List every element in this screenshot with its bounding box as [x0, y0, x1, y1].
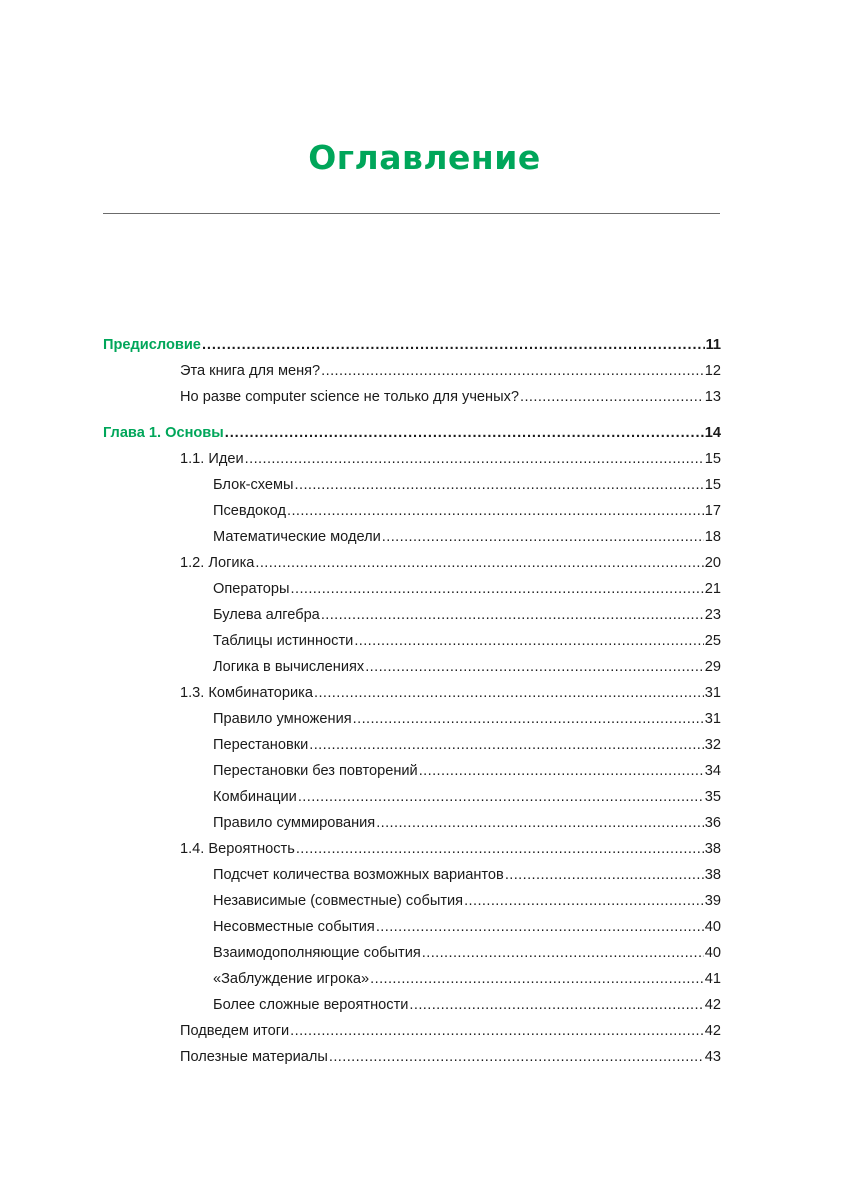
toc-dot-leader [382, 524, 704, 550]
toc-dot-leader [255, 550, 703, 576]
toc-entry[interactable] [103, 784, 721, 810]
toc-entry-label: 1.3. Комбинаторика [180, 685, 313, 701]
toc-entry-page-number: 31 [704, 685, 721, 701]
toc-entry-page-number: 14 [704, 425, 721, 441]
toc-dot-leader [376, 810, 704, 836]
toc-entry[interactable] [103, 384, 721, 410]
toc-entry-page-number: 12 [704, 363, 721, 379]
toc-dot-leader [202, 332, 705, 358]
toc-entry[interactable] [103, 992, 721, 1018]
toc-entry[interactable] [103, 966, 721, 992]
toc-dot-leader [321, 358, 704, 384]
toc-entry-label: Полезные материалы [180, 1049, 328, 1065]
toc-entry-label: Предисловие [103, 337, 201, 353]
toc-dot-leader [290, 1018, 704, 1044]
toc-entry-page-number: 18 [704, 529, 721, 545]
toc-entry[interactable] [103, 628, 721, 654]
toc-entry-page-number: 32 [704, 737, 721, 753]
toc-entry[interactable] [103, 602, 721, 628]
toc-dot-leader [409, 992, 703, 1018]
toc-entry[interactable] [103, 550, 721, 576]
toc-dot-leader [419, 758, 704, 784]
toc-entry-label: Комбинации [213, 789, 297, 805]
toc-entry[interactable] [103, 914, 721, 940]
toc-entry[interactable] [103, 706, 721, 732]
toc-entry-label: 1.2. Логика [180, 555, 255, 571]
toc-entry[interactable] [103, 576, 721, 602]
toc-entry-label: Более сложные вероятности [213, 997, 409, 1013]
toc-entry-page-number: 21 [704, 581, 721, 597]
toc-entry[interactable] [103, 758, 721, 784]
toc-entry-page-number: 40 [704, 919, 721, 935]
table-of-contents [103, 332, 721, 1070]
toc-entry-page-number: 41 [704, 971, 721, 987]
toc-entry[interactable] [103, 836, 721, 862]
toc-entry-label: Математические модели [213, 529, 381, 545]
toc-dot-leader [520, 384, 704, 410]
toc-entry-label: Взаимодополняющие события [213, 945, 421, 961]
toc-entry[interactable] [103, 654, 721, 680]
toc-entry-page-number: 42 [704, 997, 721, 1013]
toc-entry-page-number: 35 [704, 789, 721, 805]
toc-dot-leader [225, 420, 704, 446]
toc-entry-page-number: 29 [704, 659, 721, 675]
toc-entry-label: Операторы [213, 581, 290, 597]
toc-dot-leader [296, 836, 704, 862]
toc-entry[interactable] [103, 498, 721, 524]
toc-entry-label: Псевдокод [213, 503, 286, 519]
toc-entry[interactable] [103, 1018, 721, 1044]
toc-entry[interactable] [103, 810, 721, 836]
toc-entry-page-number: 25 [704, 633, 721, 649]
toc-dot-leader [365, 654, 704, 680]
toc-entry-label: Но разве computer science не только для ученых? [180, 389, 520, 405]
toc-entry-label: Правило умножения [213, 711, 352, 727]
toc-dot-leader [298, 784, 704, 810]
toc-dot-leader [505, 862, 704, 888]
toc-entry-page-number: 13 [704, 389, 721, 405]
toc-dot-leader [295, 472, 704, 498]
title-divider [103, 213, 720, 214]
toc-entry-label: Правило суммирования [213, 815, 376, 831]
toc-dot-leader [329, 1044, 704, 1070]
toc-entry-page-number: 38 [704, 841, 721, 857]
toc-entry[interactable] [103, 1044, 721, 1070]
toc-entry[interactable] [103, 472, 721, 498]
toc-entry-page-number: 40 [704, 945, 721, 961]
toc-entry[interactable] [103, 888, 721, 914]
toc-entry-label: Эта книга для меня? [180, 363, 321, 379]
toc-dot-leader [353, 706, 704, 732]
toc-entry-label: Подведем итоги [180, 1023, 290, 1039]
toc-entry-label: Таблицы истинности [213, 633, 354, 649]
toc-entry-page-number: 23 [704, 607, 721, 623]
toc-entry[interactable] [103, 358, 721, 384]
toc-entry[interactable] [103, 446, 721, 472]
toc-dot-leader [245, 446, 704, 472]
toc-dot-leader [314, 680, 704, 706]
toc-entry-page-number: 17 [704, 503, 721, 519]
toc-entry-label: Глава 1. Основы [103, 425, 224, 441]
toc-entry-label: Блок-схемы [213, 477, 294, 493]
toc-dot-leader [354, 628, 703, 654]
toc-dot-leader [464, 888, 704, 914]
toc-entry[interactable] [103, 732, 721, 758]
toc-entry-label: Логика в вычислениях [213, 659, 365, 675]
toc-entry-page-number: 36 [704, 815, 721, 831]
toc-entry-label: Перестановки без повторений [213, 763, 418, 779]
toc-dot-leader [291, 576, 704, 602]
toc-chapter-entry[interactable] [103, 332, 721, 358]
toc-entry-page-number: 43 [704, 1049, 721, 1065]
toc-entry[interactable] [103, 862, 721, 888]
toc-dot-leader [370, 966, 704, 992]
toc-dot-leader [287, 498, 704, 524]
toc-dot-leader [321, 602, 704, 628]
toc-entry-page-number: 39 [704, 893, 721, 909]
toc-entry-label: Независимые (совместные) события [213, 893, 464, 909]
toc-entry-label: Несовместные события [213, 919, 375, 935]
toc-dot-leader [422, 940, 704, 966]
toc-entry-page-number: 42 [704, 1023, 721, 1039]
toc-dot-leader [309, 732, 704, 758]
toc-entry-page-number: 34 [704, 763, 721, 779]
toc-dot-leader [376, 914, 704, 940]
page-title: Оглавление [308, 138, 541, 177]
toc-entry-label: Подсчет количества возможных вариантов [213, 867, 504, 883]
toc-entry-page-number: 15 [704, 451, 721, 467]
toc-entry-page-number: 15 [704, 477, 721, 493]
toc-entry[interactable] [103, 524, 721, 550]
toc-entry-label: 1.1. Идеи [180, 451, 244, 467]
toc-entry-label: 1.4. Вероятность [180, 841, 295, 857]
toc-entry-page-number: 11 [705, 337, 721, 353]
toc-entry-page-number: 20 [704, 555, 721, 571]
toc-entry-label: «Заблуждение игрока» [213, 971, 370, 987]
toc-entry-page-number: 31 [704, 711, 721, 727]
toc-entry-label: Перестановки [213, 737, 309, 753]
toc-entry-page-number: 38 [704, 867, 721, 883]
toc-entry[interactable] [103, 940, 721, 966]
toc-entry[interactable] [103, 680, 721, 706]
toc-entry-label: Булева алгебра [213, 607, 320, 623]
toc-chapter-entry[interactable] [103, 420, 721, 446]
